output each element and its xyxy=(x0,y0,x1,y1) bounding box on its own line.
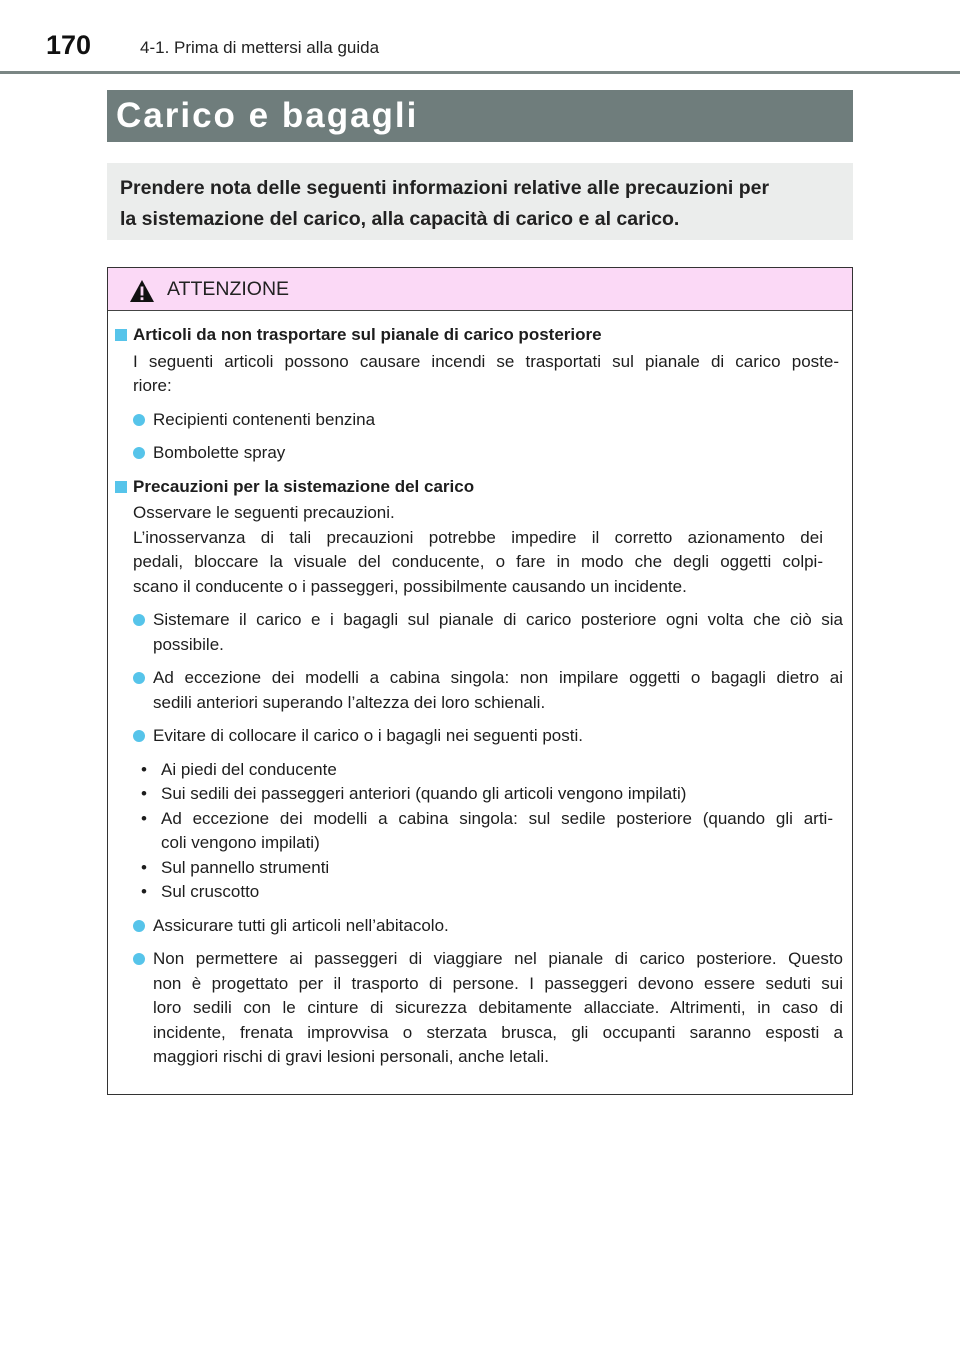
page-title: Carico e bagagli xyxy=(116,96,419,135)
intro-box xyxy=(107,163,853,240)
text-line: sedili anteriori superando l’altezza dei loro schienali. xyxy=(153,692,546,712)
warning-box xyxy=(107,267,853,1095)
sub-list xyxy=(133,758,852,905)
text-line: maggiori rischi di gravi lesioni personali, anche letali. xyxy=(153,1047,549,1066)
text-line: Assicurare tutti gli articoli nell’abitacolo. xyxy=(153,915,449,935)
sub-list-item: • Ai piedi del conducente xyxy=(141,758,833,783)
text-line: Ad eccezione dei modelli a cabina singola: non impilare oggetti o bagagli dietro ai xyxy=(153,668,843,687)
text-line: Bombolette spray xyxy=(153,443,286,462)
intro-line: Prendere nota delle seguenti informazioni relative alle precauzioni per xyxy=(120,177,770,199)
intro-line: la sistemazione del carico, alla capacità di carico e al carico. xyxy=(120,208,680,230)
list-item xyxy=(133,408,843,433)
sub-list-item: • Sul pannello strumenti xyxy=(141,856,833,881)
circle-bullet-icon xyxy=(133,447,145,459)
circle-bullet-icon xyxy=(133,920,145,932)
title-bar xyxy=(107,90,853,142)
text-line: I seguenti articoli possono causare incendi se trasportati sul pianale di carico poste- xyxy=(133,351,839,371)
text-line: loro sedili con le cinture di sicurezza debitamente allacciate. Altrimenti, in caso di xyxy=(153,998,843,1017)
sub-list-item: • Sul cruscotto xyxy=(141,880,833,905)
circle-bullet-icon xyxy=(133,730,145,742)
text-line: Osservare le seguenti precauzioni. xyxy=(133,503,395,522)
square-bullet-icon xyxy=(115,481,127,493)
section-heading: Precauzioni per la sistemazione del carico xyxy=(108,475,852,500)
list-item xyxy=(133,608,843,657)
warning-body xyxy=(108,323,852,1079)
sub-list-item: • Sui sedili dei passeggeri anteriori (quando gli articoli vengono impilati) xyxy=(141,782,833,807)
text-line: non è progettato per il trasporto di persone. I passeggeri devono essere seduti sui xyxy=(153,973,843,993)
warning-triangle-icon xyxy=(129,279,155,303)
text-line: Evitare di collocare il carico o i bagagli nei seguenti posti. xyxy=(153,726,583,745)
text-line: pedali, bloccare la visuale del conducente, o fare in modo che degli oggetti colpi- xyxy=(133,552,823,571)
section-paragraph xyxy=(133,350,839,399)
list-item xyxy=(133,441,843,466)
section-reference: 4-1. Prima di mettersi alla guida xyxy=(140,38,380,57)
list-item xyxy=(133,947,843,1070)
text-line: incidente, frenata improvvisa o sterzata brusca, gli occupanti saranno esposti a xyxy=(153,1022,843,1042)
circle-bullet-icon xyxy=(133,414,145,426)
list-item xyxy=(133,724,843,749)
circle-bullet-icon xyxy=(133,672,145,684)
text-line: L’inosservanza di tali precauzioni potrebbe impedire il corretto azionamento dei xyxy=(133,527,823,547)
section-paragraph xyxy=(133,501,823,599)
list-item xyxy=(133,914,843,939)
list-item xyxy=(133,666,843,715)
text-line: Sistemare il carico e i bagagli sul pianale di carico posteriore ogni volta che ciò sia xyxy=(153,610,843,629)
text-line: Non permettere ai passeggeri di viaggiare nel pianale di carico posteriore. Questo xyxy=(153,949,843,968)
text-line: scano il conducente o i passeggeri, possibilmente causando un incidente. xyxy=(133,576,687,596)
warning-header xyxy=(108,268,852,311)
section-heading: Articoli da non trasportare sul pianale di carico posteriore xyxy=(108,323,852,348)
text-line: riore: xyxy=(133,376,172,395)
square-bullet-icon xyxy=(115,329,127,341)
sub-list-item: • Ad eccezione dei modelli a cabina singola: sul sedile posteriore (quando gli arti- coli vengono impilati) xyxy=(141,807,833,856)
intro-text xyxy=(120,173,841,235)
circle-bullet-icon xyxy=(133,614,145,626)
header-rule xyxy=(0,71,960,74)
warning-label: ATTENZIONE xyxy=(167,278,290,300)
circle-bullet-icon xyxy=(133,953,145,965)
text-line: Recipienti contenenti benzina xyxy=(153,409,376,429)
text-line: possibile. xyxy=(153,634,224,654)
page-number: 170 xyxy=(46,30,92,60)
